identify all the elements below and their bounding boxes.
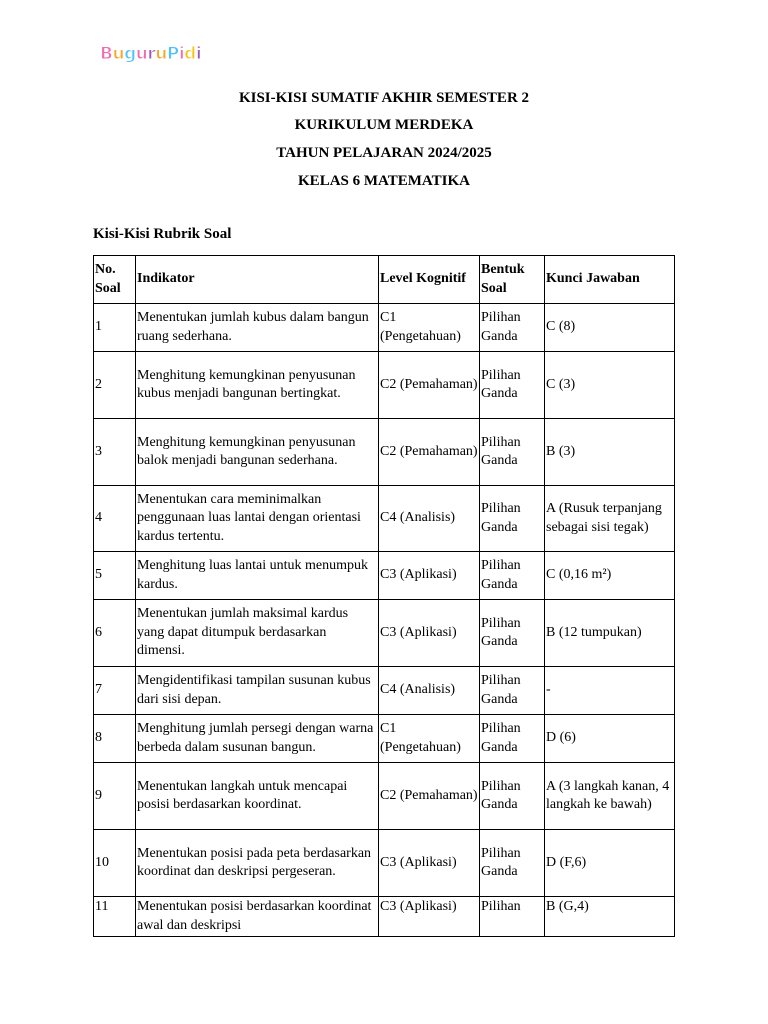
cell-level: C4 (Analisis) [379, 667, 480, 715]
table-row [94, 552, 675, 600]
cell-bentuk: Pilihan Ganda [480, 304, 545, 352]
header-kunci: Kunci Jawaban [545, 256, 675, 304]
brand-logo [100, 44, 201, 74]
logo-letter: u [155, 44, 167, 64]
header-level: Level Kognitif [379, 256, 480, 304]
cell-no: 11 [94, 897, 136, 937]
cell-kunci: B (3) [545, 419, 675, 486]
header-indikator: Indikator [136, 256, 379, 304]
cell-no: 3 [94, 419, 136, 486]
cell-level: C3 (Aplikasi) [379, 897, 480, 937]
rubric-table [93, 255, 675, 937]
cell-kunci: - [545, 667, 675, 715]
cell-kunci: B (12 tumpukan) [545, 600, 675, 667]
logo-letter: i [195, 44, 202, 64]
table-row [94, 600, 675, 667]
doc-title-line-1: KISI-KISI SUMATIF AKHIR SEMESTER 2 [238, 90, 530, 106]
cell-indikator: Mengidentifikasi tampilan susunan kubus dari sisi depan. [136, 667, 379, 715]
cell-level: C4 (Analisis) [379, 486, 480, 552]
table-row [94, 486, 675, 552]
cell-kunci: C (0,16 m²) [545, 552, 675, 600]
cell-bentuk: Pilihan Ganda [480, 419, 545, 486]
cell-indikator: Menentukan langkah untuk mencapai posisi berdasarkan koordinat. [136, 763, 379, 830]
logo-letter: P [166, 44, 179, 64]
header-no: No. Soal [94, 256, 136, 304]
cell-indikator: Menghitung luas lantai untuk menumpuk kardus. [136, 552, 379, 600]
logo-letter: B [100, 44, 113, 64]
cell-kunci: C (3) [545, 352, 675, 419]
cell-level: C2 (Pemahaman) [379, 763, 480, 830]
cell-level: C1 (Pengetahuan) [379, 304, 480, 352]
cell-bentuk: Pilihan Ganda [480, 830, 545, 897]
table-row [94, 763, 675, 830]
table-row [94, 830, 675, 897]
cell-bentuk: Pilihan Ganda [480, 352, 545, 419]
cell-level: C2 (Pemahaman) [379, 419, 480, 486]
cell-indikator: Menghitung kemungkinan penyusunan balok menjadi bangunan sederhana. [136, 419, 379, 486]
cell-bentuk: Pilihan [480, 897, 545, 937]
cell-level: C1 (Pengetahuan) [379, 715, 480, 763]
cell-no: 1 [94, 304, 136, 352]
cell-kunci: A (Rusuk terpanjang sebagai sisi tegak) [545, 486, 675, 552]
cell-no: 5 [94, 552, 136, 600]
cell-indikator: Menentukan posisi berdasarkan koordinat awal dan deskripsi [136, 897, 379, 937]
cell-no: 6 [94, 600, 136, 667]
cell-kunci: D (6) [545, 715, 675, 763]
table-row [94, 419, 675, 486]
table-row [94, 667, 675, 715]
cell-no: 2 [94, 352, 136, 419]
cell-bentuk: Pilihan Ganda [480, 552, 545, 600]
cell-indikator: Menentukan jumlah kubus dalam bangun ruang sederhana. [136, 304, 379, 352]
cell-indikator: Menentukan cara meminimalkan penggunaan luas lantai dengan orientasi kardus tertentu. [136, 486, 379, 552]
logo-letter: u [135, 44, 148, 64]
cell-indikator: Menghitung jumlah persegi dengan warna berbeda dalam susunan bangun. [136, 715, 379, 763]
cell-level: C3 (Aplikasi) [379, 830, 480, 897]
doc-title-line-3: TAHUN PELAJARAN 2024/2025 [276, 145, 492, 161]
table-row [94, 897, 675, 937]
cell-level: C3 (Aplikasi) [379, 600, 480, 667]
cell-kunci: D (F,6) [545, 830, 675, 897]
cell-kunci: C (8) [545, 304, 675, 352]
cell-bentuk: Pilihan Ganda [480, 600, 545, 667]
cell-no: 10 [94, 830, 136, 897]
cell-no: 8 [94, 715, 136, 763]
table-row [94, 715, 675, 763]
cell-indikator: Menentukan posisi pada peta berdasarkan koordinat dan deskripsi pergeseran. [136, 830, 379, 897]
cell-indikator: Menghitung kemungkinan penyusunan kubus menjadi bangunan bertingkat. [136, 352, 379, 419]
section-title: Kisi-Kisi Rubrik Soal [93, 226, 232, 242]
cell-bentuk: Pilihan Ganda [480, 486, 545, 552]
cell-bentuk: Pilihan Ganda [480, 715, 545, 763]
logo-letter: r [147, 44, 156, 64]
logo-letter: i [178, 44, 185, 64]
cell-level: C3 (Aplikasi) [379, 552, 480, 600]
cell-no: 9 [94, 763, 136, 830]
table-row [94, 304, 675, 352]
cell-indikator: Menentukan jumlah maksimal kardus yang dapat ditumpuk berdasarkan dimensi. [136, 600, 379, 667]
table-row [94, 352, 675, 419]
cell-no: 7 [94, 667, 136, 715]
cell-kunci: A (3 langkah kanan, 4 langkah ke bawah) [545, 763, 675, 830]
cell-level: C2 (Pemahaman) [379, 352, 480, 419]
table-header-row [94, 256, 675, 304]
cell-no: 4 [94, 486, 136, 552]
doc-title-line-2: KURIKULUM MERDEKA [294, 117, 474, 133]
cell-bentuk: Pilihan Ganda [480, 667, 545, 715]
header-bentuk: Bentuk Soal [480, 256, 545, 304]
logo-letter: d [184, 44, 196, 64]
cell-kunci: B (G,4) [545, 897, 675, 937]
doc-title-line-4: KELAS 6 MATEMATIKA [298, 173, 470, 189]
logo-letter: g [124, 44, 136, 64]
logo-letter: u [112, 44, 125, 64]
cell-bentuk: Pilihan Ganda [480, 763, 545, 830]
